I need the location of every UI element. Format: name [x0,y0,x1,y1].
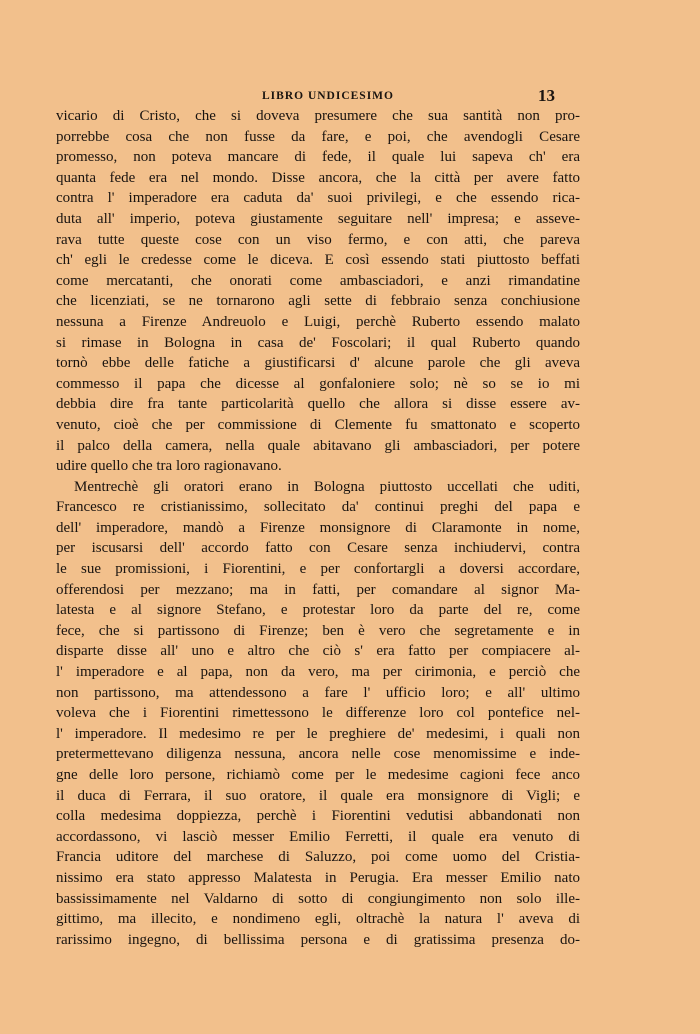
text-line: nessuna a Firenze Andreuolo e Luigi, perchè Ruberto essendo malato [56,313,580,330]
running-head: LIBRO UNDICESIMO [262,90,394,102]
text-line: quanta fede era nel mondo. Disse ancora, che la città per avere fatto [56,169,580,186]
text-line: promesso, non poteva mancare di fede, il quale lui sapeva ch' era [56,149,580,166]
text-line: si rimase in Bologna in casa de' Foscolari; il qual Ruberto quando [56,334,580,351]
text-line: rava tutte queste cose con un viso fermo, e con atti, che pareva [56,231,580,248]
text-line: gne delle loro persone, richiamò come per le medesime cagioni fece anco [56,767,580,783]
text-line: come mercatanti, che onorati come ambasciadori, e anzi rimandatine [56,272,580,289]
text-line: duta all' imperio, poteva giustamente seguitare nell' impresa; e asseve- [56,210,580,227]
text-line: il duca di Ferrara, il suo oratore, il quale era monsignore di Vigli; e [56,787,580,804]
text-line: nissimo era stato appresso Malatesta in Perugia. Era messer Emilio nato [56,869,580,886]
text-line: per iscusarsi dell' accordo fatto con Cesare senza inchiudervi, contra [56,540,580,557]
text-line: Mentrechè gli oratori erano in Bologna piuttosto uccellati che uditi, [74,478,580,495]
text-line: tornò ebbe delle fatiche a giustificarsi d' alcune parole che gli aveva [56,355,580,372]
text-line: disparte disse all' uno e altro che ciò s' era fatto per compiacere al- [56,643,580,660]
text-line: colla medesima doppiezza, perchè i Fiorentini vedutisi abbandonati non [56,808,580,825]
text-line: bassissimamente nel Valdarno di sotto di congiungimento non solo ille- [56,890,580,907]
text-line: venuto, cioè che per commissione di Clemente fu smattonato e scoperto [56,416,580,433]
text-line: udire quello che tra loro ragionavano. [56,458,282,475]
text-line: Francia uditore del marchese di Saluzzo, poi come uomo del Cristia- [56,849,580,866]
text-line: porrebbe cosa che non fusse da fare, e poi, che avendogli Cesare [56,128,580,145]
text-line: latesta e al signore Stefano, e protestar loro da parte del re, come [56,602,580,619]
text-line: non partissono, ma attendessono a fare l' ufficio loro; e all' ultimo [56,684,580,701]
text-line: l' imperadore. Il medesimo re per le preghiere de' medesimi, i quali non [56,725,580,742]
text-line: l' imperadore e al papa, non da vero, ma per cirimonia, e perciò che [56,664,580,681]
text-line: fece, che si partissono di Firenze; ben è vero che segretamente e in [56,622,580,639]
text-line: ch' egli le credesse come le diceva. E così essendo stati piuttosto beffati [56,252,580,269]
text-line: pretermettevano diligenza nessuna, ancora nelle cose menomissime e inde- [56,746,580,763]
text-line: che licenziati, se ne tornarono agli sette di febbraio senza conchiusione [56,293,580,310]
text-line: Francesco re cristianissimo, sollecitato da' continui preghi del papa e [56,499,580,516]
text-line: vicario di Cristo, che si doveva presumere che sua santità non pro- [56,108,580,124]
paragraph [56,106,580,477]
text-line: le sue promissioni, i Fiorentini, e per confortargli a doversi accordare, [56,561,580,578]
text-line: gittimo, ma illecito, e nondimeno egli, oltrachè la natura l' aveva di [56,911,580,928]
text-line: contra l' imperadore era caduta da' suoi privilegi, e che essendo rica- [56,190,580,207]
text-line: commesso il papa che dicesse al gonfaloniere solo; nè so se io mi [56,375,580,392]
text-line: debbia dire fra tante particolarità quello che allora si disse essere av- [56,396,580,413]
body-text [56,106,580,950]
text-line: accordassono, vi lasciò messer Emilio Ferretti, il quale era venuto di [56,828,580,845]
text-line: offerendosi per mezzano; ma in fatti, per comandare al signor Ma- [56,581,580,598]
page-number: 13 [538,86,555,105]
text-line: rarissimo ingegno, di bellissima persona e di gratissima presenza do- [56,931,580,948]
text-line: dell' imperadore, mandò a Firenze monsignore di Claramonte in nome, [56,519,580,536]
paragraph [56,477,580,951]
text-line: il palco della camera, nella quale abitavano gli ambasciadori, per potere [56,437,580,454]
text-line: voleva che i Fiorentini rimettessono le differenze loro col pontefice nel- [56,705,580,722]
